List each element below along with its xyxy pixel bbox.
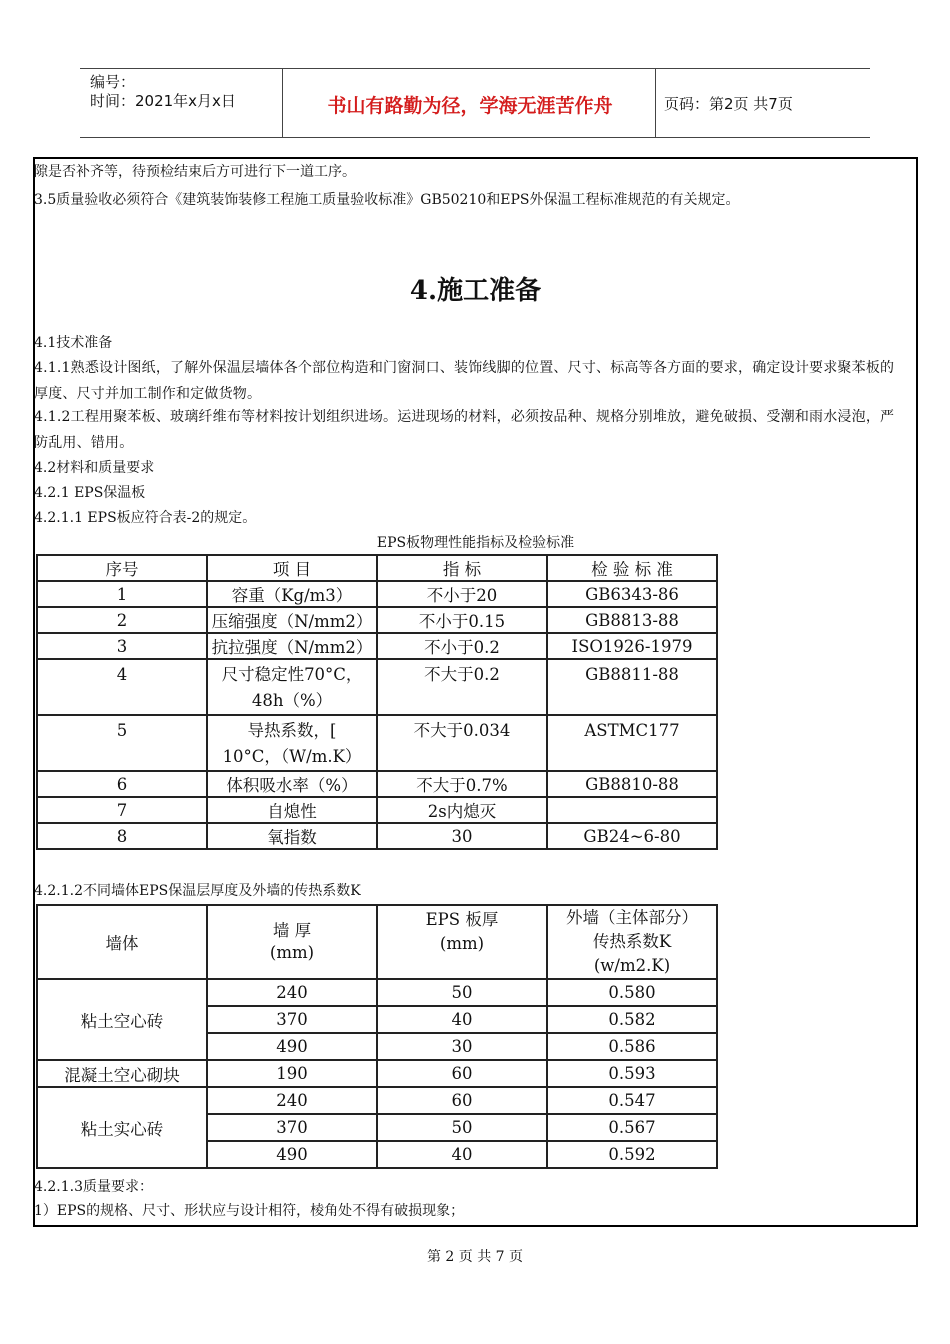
table-row (37, 771, 717, 797)
table-cell: GB24~6-80 (547, 823, 717, 849)
paragraph: 隙是否补齐等，待预检结束后方可进行下一道工序。 (34, 164, 356, 180)
table-cell: 370 (207, 1114, 377, 1141)
column-header: 序号 (37, 555, 207, 581)
table-cell: GB8811-88 (547, 659, 717, 715)
column-header: 外墙（主体部分） 传热系数K (w/m2.K) (547, 905, 717, 979)
table-cell: 0.592 (547, 1141, 717, 1168)
column-header: 指 标 (377, 555, 547, 581)
number-label: 编号： (90, 73, 136, 91)
table-cell: 0.580 (547, 979, 717, 1006)
paragraph: 4.1.2工程用聚苯板、玻璃纤维布等材料按计划组织进场。运进现场的材料，必须按品种、规格分别堆放，避免破损、受潮和雨水浸泡，严防乱用、错用。 (34, 409, 895, 451)
table-cell: 30 (377, 823, 547, 849)
eps-properties-table (36, 554, 718, 850)
paragraph: 4.2.1.2不同墙体EPS保温层厚度及外墙的传热系数K (34, 883, 361, 899)
wall-type-cell: 粘土实心砖 (37, 1087, 207, 1168)
header-page-info: 页码：第2页 共7页 (664, 95, 793, 113)
paragraph: 1）EPS的规格、尺寸、形状应与设计相符，棱角处不得有破损现象； (34, 1203, 465, 1219)
table-row (37, 581, 717, 607)
paragraph: 4.2.1 EPS保温板 (34, 485, 146, 501)
paragraph: 4.2材料和质量要求 (34, 460, 155, 476)
table-cell: 2s内熄灭 (377, 797, 547, 823)
table-cell: 抗拉强度（N/mm2） (207, 633, 377, 659)
paragraph: 3.5质量验收必须符合《建筑装饰装修工程施工质量验收标准》GB50210和EPS外保温工程标准规范的有关规定。 (34, 192, 740, 208)
table-cell: 氧指数 (207, 823, 377, 849)
table-cell: 40 (377, 1006, 547, 1033)
table-cell: 1 (37, 581, 207, 607)
paragraph: 4.1技术准备 (34, 335, 113, 351)
header-meta (90, 73, 236, 111)
table-row (37, 607, 717, 633)
table-cell: 不大于0.2 (377, 659, 547, 715)
column-header: EPS 板厚 (mm) (377, 905, 547, 979)
table-cell: 0.567 (547, 1114, 717, 1141)
table-cell: 7 (37, 797, 207, 823)
table-header-row (37, 555, 717, 581)
table-cell: 导热系数，[ 10°C，（W/m.K） (207, 715, 377, 771)
wall-type-cell: 混凝土空心砌块 (37, 1060, 207, 1087)
table-cell: 60 (377, 1087, 547, 1114)
table-row (37, 633, 717, 659)
table-cell: 6 (37, 771, 207, 797)
date-line: 时间：2021年x月x日 (90, 92, 236, 110)
table-header-row (37, 905, 717, 979)
wall-type-cell: 粘土空心砖 (37, 979, 207, 1060)
paragraph: 4.2.1.1 EPS板应符合表-2的规定。 (34, 510, 257, 526)
table-cell: 不大于0.7% (377, 771, 547, 797)
table-row (37, 797, 717, 823)
table-cell: 490 (207, 1033, 377, 1060)
table-cell: 50 (377, 1114, 547, 1141)
table-cell: 自熄性 (207, 797, 377, 823)
table-cell: 8 (37, 823, 207, 849)
table-cell: 压缩强度（N/mm2） (207, 607, 377, 633)
section-heading: 4.施工准备 (409, 276, 542, 306)
table-cell: GB8813-88 (547, 607, 717, 633)
table-cell: 190 (207, 1060, 377, 1087)
table-row (37, 715, 717, 771)
table-cell: 60 (377, 1060, 547, 1087)
table-cell: 3 (37, 633, 207, 659)
table-cell: GB8810-88 (547, 771, 717, 797)
column-header: 墙体 (37, 905, 207, 979)
content-box (33, 157, 918, 1227)
table-row (37, 979, 717, 1006)
table-cell: 不小于0.15 (377, 607, 547, 633)
table-cell: 5 (37, 715, 207, 771)
table-row (37, 1087, 717, 1114)
table-cell: 体积吸水率（%） (207, 771, 377, 797)
table-cell: GB6343-86 (547, 581, 717, 607)
table-row (37, 659, 717, 715)
wall-heat-transfer-table (36, 904, 718, 1169)
table-cell: 0.593 (547, 1060, 717, 1087)
table-row (37, 1060, 717, 1087)
table-cell: 2 (37, 607, 207, 633)
table-cell: 0.582 (547, 1006, 717, 1033)
table-cell: 不大于0.034 (377, 715, 547, 771)
table-cell: 50 (377, 979, 547, 1006)
page-header (80, 68, 870, 138)
table-cell: 240 (207, 1087, 377, 1114)
table-cell: 尺寸稳定性70°C，48h（%） (207, 659, 377, 715)
header-divider (655, 69, 656, 137)
paragraph: 4.2.1.3质量要求： (34, 1179, 153, 1195)
table-cell: 30 (377, 1033, 547, 1060)
header-divider (282, 69, 283, 137)
table-cell: 不小于0.2 (377, 633, 547, 659)
header-motto: 书山有路勤为径，学海无涯苦作舟 (327, 95, 613, 117)
table-cell: 40 (377, 1141, 547, 1168)
column-header: 墙 厚 (mm) (207, 905, 377, 979)
table-row (37, 823, 717, 849)
table-cell: ASTMC177 (547, 715, 717, 771)
table-cell: 容重（Kg/m3） (207, 581, 377, 607)
column-header: 项 目 (207, 555, 377, 581)
table-cell: 4 (37, 659, 207, 715)
paragraph: 4.1.1熟悉设计图纸，了解外保温层墙体各个部位构造和门窗洞口、装饰线脚的位置、尺寸、标高等各方面的要求，确定设计要求聚苯板的厚度、尺寸并加工制作和定做货物。 (34, 360, 895, 402)
page-footer: 第 2 页 共 7 页 (426, 1249, 524, 1265)
table-cell: 0.586 (547, 1033, 717, 1060)
table-cell: 0.547 (547, 1087, 717, 1114)
table-cell (547, 797, 717, 823)
column-header: 检 验 标 准 (547, 555, 717, 581)
table-cell: 240 (207, 979, 377, 1006)
table-caption: EPS板物理性能指标及检验标准 (376, 535, 575, 551)
table-cell: 不小于20 (377, 581, 547, 607)
table-cell: 370 (207, 1006, 377, 1033)
table-cell: 490 (207, 1141, 377, 1168)
table-cell: ISO1926-1979 (547, 633, 717, 659)
